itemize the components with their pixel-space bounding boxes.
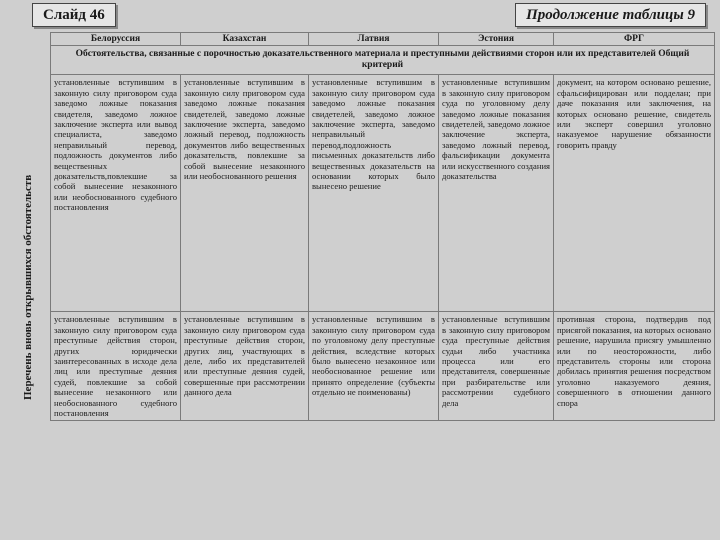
table-row xyxy=(51,75,715,312)
table-cell: установленные вступившим в законную силу приговором суда заведомо ложные показания свидетелей, заведомо ложные заключение эксперта, заведомо ложный перевод, подложность документов либо вещественных доказательств, повлекшие за собой вынесение незаконного или необоснованного решения xyxy=(181,75,309,312)
table-cell: установленные вступившим в законную силу приговором суда преступные действия сторон, других лиц, участвующих в деле, либо их представителей или преступные деяния судей, совершенные при рассмотрении данного дела xyxy=(181,312,309,421)
column-header: Эстония xyxy=(439,33,554,46)
slide-title: Продолжение таблицы 9 xyxy=(515,3,706,27)
table-cell: установленные вступившим в законную силу приговором суда заведомо ложные показания свидетелей, заведомо ложное заключение эксперта, заведомо неправильный перевод,подложность письменных доказательств либо вещественных доказательств на основании которых было вынесено решение xyxy=(309,75,439,312)
general-criterion: Обстоятельства, связанные с порочностью доказательственного материала и преступными действиями сторон или их представителей Общий критерий xyxy=(51,46,715,75)
column-header: Белоруссия xyxy=(51,33,181,46)
table-cell: установленные вступившим в законную силу приговором суда по уголовному делу преступные действия, вследствие которых было вынесено незаконное или необоснованное решение или принято определение (субъекты отдельно не поименованы) xyxy=(309,312,439,421)
header-row xyxy=(51,33,715,46)
table-row xyxy=(51,312,715,421)
table-cell: установленные вступившим в законную силу приговором суда преступные действия судьи либо участника процесса или его представителя, совершенные при разбирательстве или рассмотрении судебного дела xyxy=(439,312,554,421)
table-cell: установленные вступившим в законную силу приговором суда преступные действия сторон, других юридически заинтересованных в исходе дела лиц или преступные деяния судей, повлекшие за собой вынесение незаконного или необоснованного судебного постановления xyxy=(51,312,181,421)
subheader-row xyxy=(51,46,715,75)
column-header: Казахстан xyxy=(181,33,309,46)
table-cell: документ, на котором основано решение, сфальсифицирован или подделан; при даче показания или заключения, на которых основано решение, свидетель или эксперт совершил уголовно наказуемое нарушение обязанности говорить правду xyxy=(554,75,715,312)
table-cell: установленные вступившим в законную силу приговором суда по уголовному делу заведомо ложные показания свидетелей, заведомо ложное заключение эксперта, заведомо ложный перевод, фальсификации документа или искусственного создания доказательства xyxy=(439,75,554,312)
slide-number: Слайд 46 xyxy=(32,3,116,27)
column-header: ФРГ xyxy=(554,33,715,46)
side-label: Перечень вновь открывшихся обстоятельств xyxy=(22,174,34,400)
column-header: Латвия xyxy=(309,33,439,46)
table-cell: установленные вступившим в законную силу приговором суда заведомо ложные показания свидетеля, заведомо ложное заключение эксперта или вывод специалиста, заведомо неправильный перевод, подложность документов либо вещественных доказательств,повлекшие за собой вынесение незаконного или необоснованного судебного постановления xyxy=(51,75,181,312)
comparison-table xyxy=(50,32,715,421)
table-cell: противная сторона, подтвердив под присягой показания, на которых основано решение, нарушила присягу умышленно или по неосторожности, либо представитель стороны или сторона добилась принятия решения посредством уголовно наказуемого деяния, совершенного в отношении данного спора xyxy=(554,312,715,421)
